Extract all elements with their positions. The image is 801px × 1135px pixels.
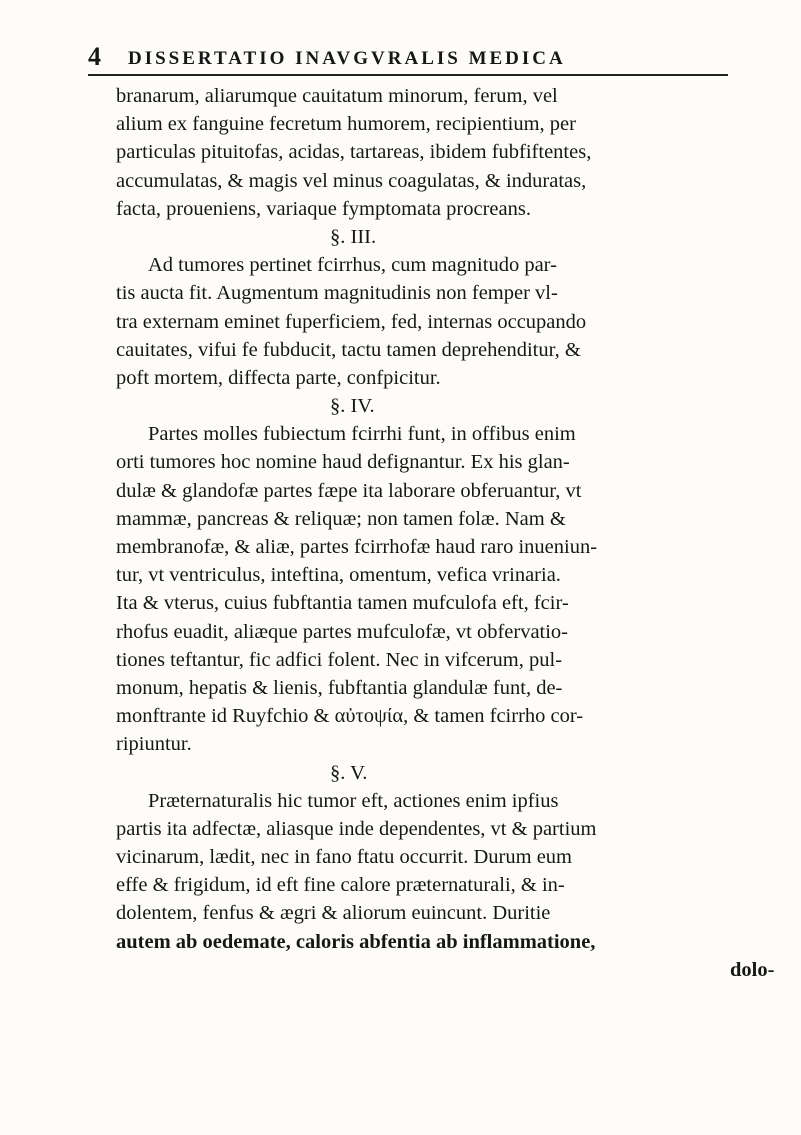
body-text bbox=[116, 82, 788, 984]
text-line: branarum, aliarumque cauitatum minorum, ferum, vel bbox=[116, 85, 558, 107]
text-line: mammæ, pancreas & reliquæ; non tamen folæ. Nam & bbox=[116, 507, 566, 530]
text-line: tur, vt ventriculus, inteftina, omentum, vefica vrinaria. bbox=[116, 564, 561, 587]
text-line: Partes molles fubiectum fcirrhi funt, in offibus enim bbox=[148, 423, 576, 446]
text-line: poft mortem, diffecta parte, confpicitur. bbox=[116, 366, 441, 389]
text-line: Ad tumores pertinet fcirrhus, cum magnitudo par- bbox=[148, 254, 557, 277]
text-line: dolentem, fenfus & ægri & aliorum euincunt. Duritie bbox=[116, 902, 551, 925]
page-number: 4 bbox=[88, 42, 101, 71]
section-heading: §. IV. bbox=[330, 395, 375, 418]
text-line: alium ex fanguine fecretum humorem, recipientium, per bbox=[116, 113, 576, 136]
text-line: rhofus euadit, aliæque partes mufculofæ, vt obfervatio- bbox=[116, 620, 569, 643]
text-line: partis ita adfectæ, aliasque inde dependentes, vt & partium bbox=[116, 817, 597, 840]
text-line: dolo- bbox=[730, 958, 775, 981]
text-line: ripiuntur. bbox=[116, 733, 192, 756]
running-title: DISSERTATIO INAVGVRALIS MEDICA bbox=[128, 48, 566, 69]
text-line: Ita & vterus, cuius fubftantia tamen mufculofa eft, fcir- bbox=[116, 592, 569, 615]
text-line: autem ab oedemate, caloris abfentia ab inflammatione, bbox=[116, 930, 596, 953]
section-heading: §. III. bbox=[330, 225, 377, 248]
text-line: vicinarum, lædit, nec in fano ftatu occurrit. Durum eum bbox=[116, 846, 572, 869]
text-line: facta, proueniens, variaque fymptomata procreans. bbox=[116, 197, 531, 220]
page-header bbox=[88, 40, 728, 76]
text-line: monum, hepatis & lienis, fubftantia glandulæ funt, de- bbox=[116, 676, 563, 699]
text-line: tis aucta fit. Augmentum magnitudinis non femper vl- bbox=[116, 282, 558, 305]
text-line: tra externam eminet fuperficiem, fed, internas occupando bbox=[116, 310, 587, 333]
section-heading: §. V. bbox=[330, 761, 368, 784]
text-line: accumulatas, & magis vel minus coagulatas, & induratas, bbox=[116, 169, 587, 192]
text-line: monftrante id Ruyfchio & αὐτοψία, & tamen fcirrho cor- bbox=[116, 705, 584, 728]
text-line: particulas pituitofas, acidas, tartareas, ibidem fubfiftentes, bbox=[116, 141, 592, 164]
text-line: cauitates, vifui fe fubducit, tactu tamen deprehenditur, & bbox=[116, 338, 581, 361]
text-line: membranofæ, & aliæ, partes fcirrhofæ haud raro inueniun- bbox=[116, 536, 598, 558]
text-line: Præternaturalis hic tumor eft, actiones enim ipfius bbox=[148, 789, 559, 812]
text-line: orti tumores hoc nomine haud defignantur. Ex his glan- bbox=[116, 451, 570, 474]
text-line: effe & frigidum, id eft fine calore præternaturali, & in- bbox=[116, 874, 565, 897]
text-line: dulæ & glandofæ partes fæpe ita laborare obferuantur, vt bbox=[116, 479, 582, 502]
text-line: tiones teftantur, fic adfici folent. Nec in vifcerum, pul- bbox=[116, 648, 563, 671]
